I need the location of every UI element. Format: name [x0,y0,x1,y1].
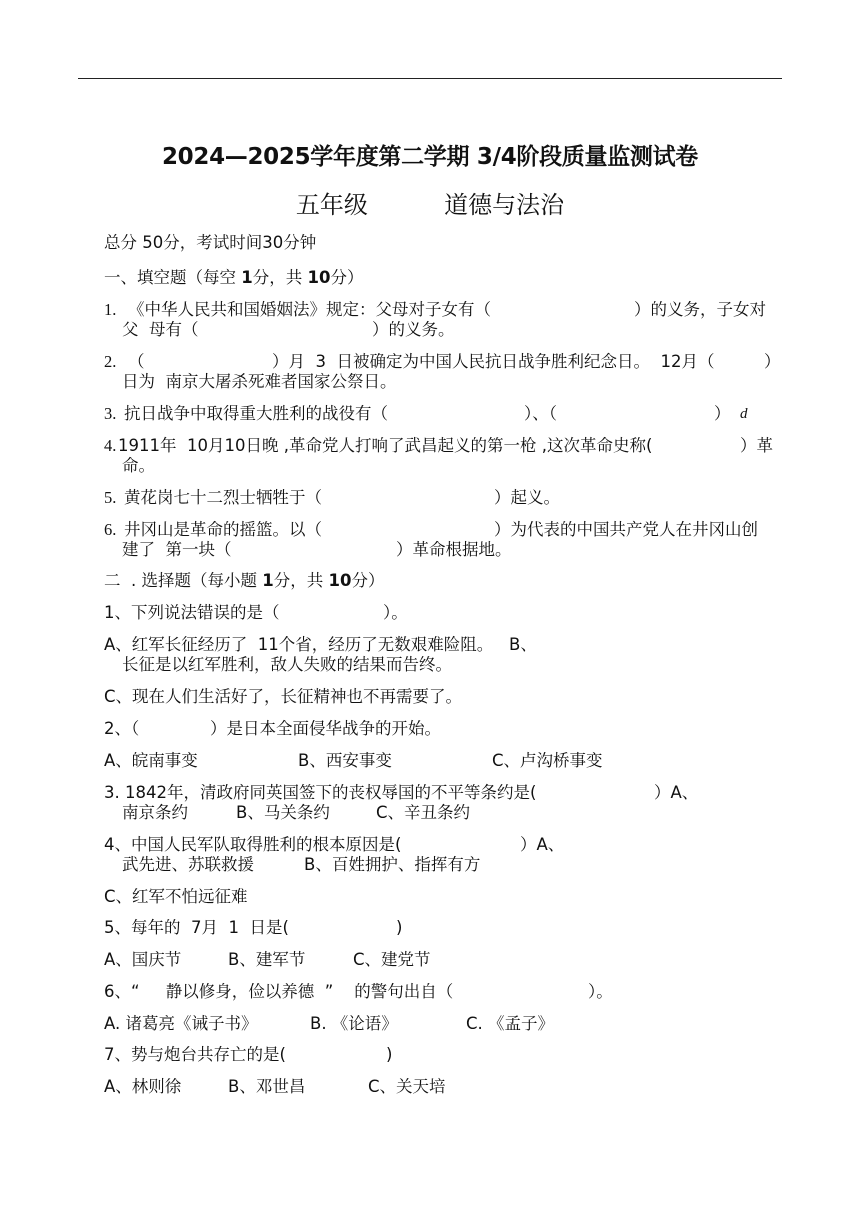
option-c: C、现在人们生活好了，长征精神也不再需要了。 [104,687,463,706]
question-text: 命。 [122,456,155,475]
question-stem: 6、“ 静以修身，俭以养德 ” 的警句出自（ [104,982,454,1001]
option-a: A、皖南事变 [104,751,198,770]
question-stem: ) [386,1045,393,1064]
question-stem: 2、（ [104,719,140,738]
question-stem: ) [396,918,403,937]
option-c: C. 《孟子》 [466,1014,555,1033]
question-stem: ）是日本全面侵华战争的开始。 [210,719,441,738]
question-text: 建了 第一块（ [122,540,232,559]
question-stem: ）A、 [520,835,565,854]
question-number: 1. [104,300,117,319]
question-text: ）革命根据地。 [396,540,512,559]
question-text: ）的义务，子女对 [634,300,766,319]
stray-mark: d [740,406,748,422]
option-b: 长征是以红军胜利，敌人失败的结果而告终。 [122,655,452,674]
option-c: C、关天培 [368,1077,446,1096]
question-stem: 7、势与炮台共存亡的是( [104,1045,286,1064]
option-c: C、辛丑条约 [376,803,471,822]
question-stem: 5、每年的 7月 1 日是( [104,918,289,937]
exam-subtitle [0,185,860,220]
option-a: A、林则徐 [104,1077,182,1096]
option-b: B、百姓拥护、指挥有方 [304,855,481,874]
option-b: B. 《论语》 [310,1014,398,1033]
question-text: ）、（ [524,404,557,423]
question-text: ）革 [740,436,773,455]
question-text: 日为 南京大屠杀死难者国家公祭日。 [122,372,397,391]
question-text: 抗日战争中取得重大胜利的战役有（ [124,404,388,423]
exam-info: 总分 50分，考试时间30分钟 [104,233,317,252]
question-number: 6. [104,520,117,539]
question-stem: ）A、 [654,783,699,802]
option-b: B、建军节 [228,950,306,969]
question-stem: 1、下列说法错误的是（ [104,603,280,622]
section2-heading: 二 . 选择题（每小题 1分，共 10分） [104,571,385,590]
question-stem: ）。 [588,982,613,1001]
option-a: A、红军长征经历了 11个省，经历了无数艰难险阻。 B、 [104,635,537,654]
question-text: 《中华人民共和国婚姻法》规定：父母对子女有（ [128,300,491,319]
option-a: 南京条约 [122,803,188,822]
question-text: ） [714,404,731,423]
option-c: C、建党节 [353,950,431,969]
option-b: B、邓世昌 [228,1077,306,1096]
question-text: ）月 3 日被确定为中国人民抗日战争胜利纪念日。 12月（ [272,352,715,371]
question-text: 1911年 10月10日晚 ,革命党人打响了武昌起义的第一枪 ,这次革命史称( [118,436,653,455]
option-c: C、卢沟桥事变 [492,751,603,770]
question-text: ）起义。 [494,488,560,507]
question-number: 3. [104,404,117,423]
question-number: 4. [104,436,117,455]
option-a: A. 诸葛亮《诫子书》 [104,1014,258,1033]
question-text: ） [764,352,781,371]
header-rule [78,78,782,79]
question-stem: 3. 1842年，清政府同英国签下的丧权辱国的不平等条约是( [104,783,537,802]
question-stem: 4、中国人民军队取得胜利的根本原因是( [104,835,402,854]
question-text: （ [128,352,145,371]
question-number: 5. [104,488,117,507]
section1-heading: 一、填空题（每空 1分，共 10分） [104,268,364,287]
option-b: B、西安事变 [298,751,392,770]
question-text: ）的义务。 [372,320,455,339]
option-a: A、国庆节 [104,950,182,969]
grade-label: 五年级 [295,191,368,219]
option-b: B、马关条约 [236,803,330,822]
option-a: 武先进、苏联救援 [122,855,254,874]
option-c: C、红军不怕远征难 [104,887,248,906]
subject-label: 道德与法治 [444,191,565,219]
question-text: 黄花岗七十二烈士牺牲于（ [124,488,322,507]
question-text: 井冈山是革命的摇篮。以（ [124,520,322,539]
exam-title: 2024—2025学年度第二学期 3/4阶段质量监测试卷 [161,144,699,170]
question-text: ）为代表的中国共产党人在井冈山创 [494,520,758,539]
question-number: 2. [104,352,117,371]
question-stem: ）。 [383,603,408,622]
question-text: 父 母有（ [122,320,199,339]
